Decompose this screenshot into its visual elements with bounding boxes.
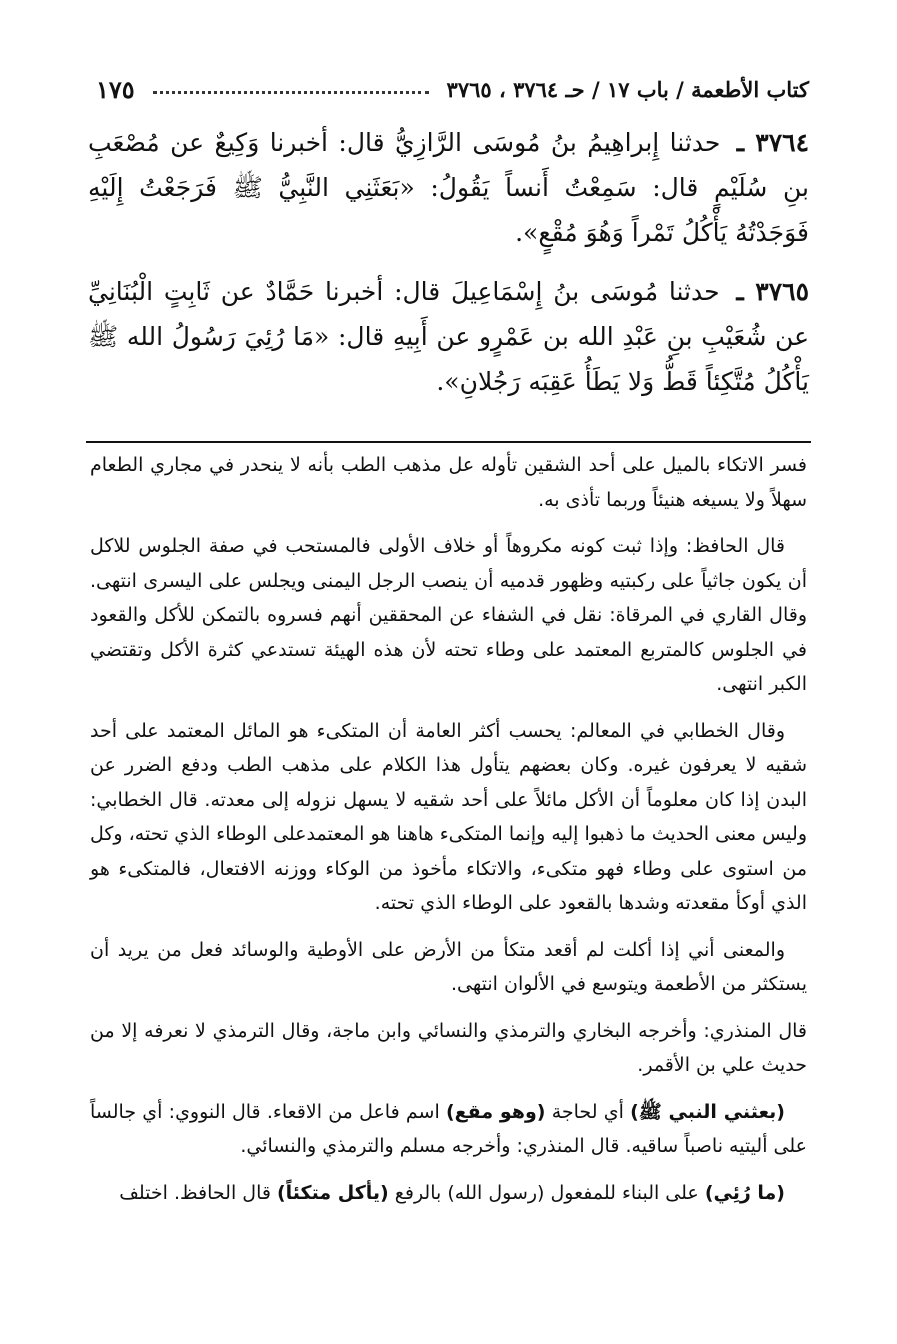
page-number: ١٧٥ bbox=[96, 74, 135, 104]
running-head bbox=[96, 72, 809, 106]
hadith-3765 bbox=[88, 269, 809, 404]
commentary-paragraph bbox=[90, 1176, 807, 1211]
gloss: على البناء للمفعول (رسول الله) بالرفع bbox=[394, 1181, 699, 1204]
lemma: (وهو مقع) bbox=[445, 1100, 546, 1123]
commentary-paragraph: قال المنذري: وأخرجه البخاري والترمذي والنسائي وابن ماجة، وقال الترمذي لا نعرفه إلا من حديث علي بن الأقمر. bbox=[90, 1019, 807, 1076]
leader-dots bbox=[153, 91, 429, 94]
hadith-3764 bbox=[88, 120, 809, 255]
gloss: قال الحافظ. اختلف bbox=[119, 1181, 271, 1204]
commentary-paragraph: والمعنى أني إذا أكلت لم أقعد متكأ من الأرض على الأوطية والوسائد فعل من يريد أن يستكثر من الأطعمة ويتوسع في الألوان انتهى. bbox=[90, 938, 807, 995]
lemma: (ما رُئِي) bbox=[704, 1181, 785, 1204]
commentary-paragraph bbox=[90, 1095, 807, 1164]
commentary-block bbox=[90, 448, 807, 1222]
commentary-paragraph: وقال الخطابي في المعالم: يحسب أكثر العامة أن المتكىء هو المائل المعتمد على أحد شقيه لا يعرفون غيره. وكان بعضهم يتأول هذا الكلام على مذهب الطب ودفع الضرر عن البدن إذا كان معلوماً أن الأكل مائلاً على أحد شقيه لا يسهل نزوله إلى معدته. قال الخطابي: وليس معنى الحديث ما ذهبوا إليه وإنما المتكىء هاهنا هو المعتمدعلى الوطاء الذي تحته، وكل من استوى على وطاء فهو متكىء، والاتكاء مأخوذ من الوكاء ووزنه الافتعال، فالمتكىء هو الذي أوكأ مقعدته وشدها بالقعود على الوطاء الذي تحته. bbox=[90, 719, 807, 914]
lemma: (بعثني النبي ﷺ) bbox=[630, 1100, 785, 1123]
hadith-text-block bbox=[88, 120, 809, 418]
gloss: اسم فاعل من الاقعاء. قال النووي: أي جالساً على أليتيه ناصباً ساقيه. قال المنذري: وأخرجه مسلم والترمذي والنسائي. bbox=[90, 1100, 807, 1157]
hadith-text: حدثنا مُوسَى بنُ إِسْمَاعِيلَ قال: أخبرنا حَمَّادٌ عن ثَابِتٍ الْبُنَانِيِّ عن شُعَيْبِ بنِ عَبْدِ الله بن عَمْرٍو عن أَبِيهِ قال: «مَا رُئِيَ رَسُولُ الله ﷺ يَأْكُلُ مُتَّكِئاً قَطُّ وَلا يَطَأُ عَقِبَه رَجُلانِ». bbox=[88, 277, 809, 396]
hadith-text: حدثنا إِبراهِيمُ بنُ مُوسَى الرَّازِيُّ قال: أخبرنا وَكِيعٌ عن مُصْعَبِ بنِ سُلَيْمٍ قال: سَمِعْتُ أَنساً يَقُولُ: «بَعَثَنِي النَّبِيُّ ﷺ فَرَجَعْتُ إِلَيْهِ فَوَجَدْتُهُ يَأْكُلُ تَمْراً وَهُوَ مُقْعٍ». bbox=[88, 128, 809, 247]
hadith-number: ٣٧٦٤ ـ bbox=[736, 128, 810, 157]
running-head-title: كتاب الأطعمة / باب ١٧ / حـ ٣٧٦٤ ، ٣٧٦٥ bbox=[446, 76, 809, 102]
section-divider bbox=[86, 441, 811, 443]
gloss: أي لحاجة bbox=[551, 1100, 624, 1123]
commentary-paragraph: قال الحافظ: وإذا ثبت كونه مكروهاً أو خلاف الأولى فالمستحب في صفة الجلوس للاكل أن يكون جاثياً على ركبتيه وظهور قدميه أن ينصب الرجل اليمنى ويجلس على اليسرى انتهى. وقال القاري في المرقاة: نقل في الشفاء عن المحققين أنهم فسروه بالتمكن للأكل والقعود في الجلوس كالمتربع المعتمد على وطاء تحته لأن هذه الهيئة تستدعي كثرة الأكل وتقتضي الكبر انتهى. bbox=[90, 535, 807, 695]
hadith-number: ٣٧٦٥ ـ bbox=[736, 277, 810, 306]
commentary-paragraph: فسر الاتكاء بالميل على أحد الشقين تأوله عل مذهب الطب بأنه لا ينحدر في مجاري الطعام سهلاً ولا يسيغه هنيئاً وربما تأذى به. bbox=[90, 454, 807, 511]
lemma: (يأكل متكئاً) bbox=[276, 1181, 389, 1204]
